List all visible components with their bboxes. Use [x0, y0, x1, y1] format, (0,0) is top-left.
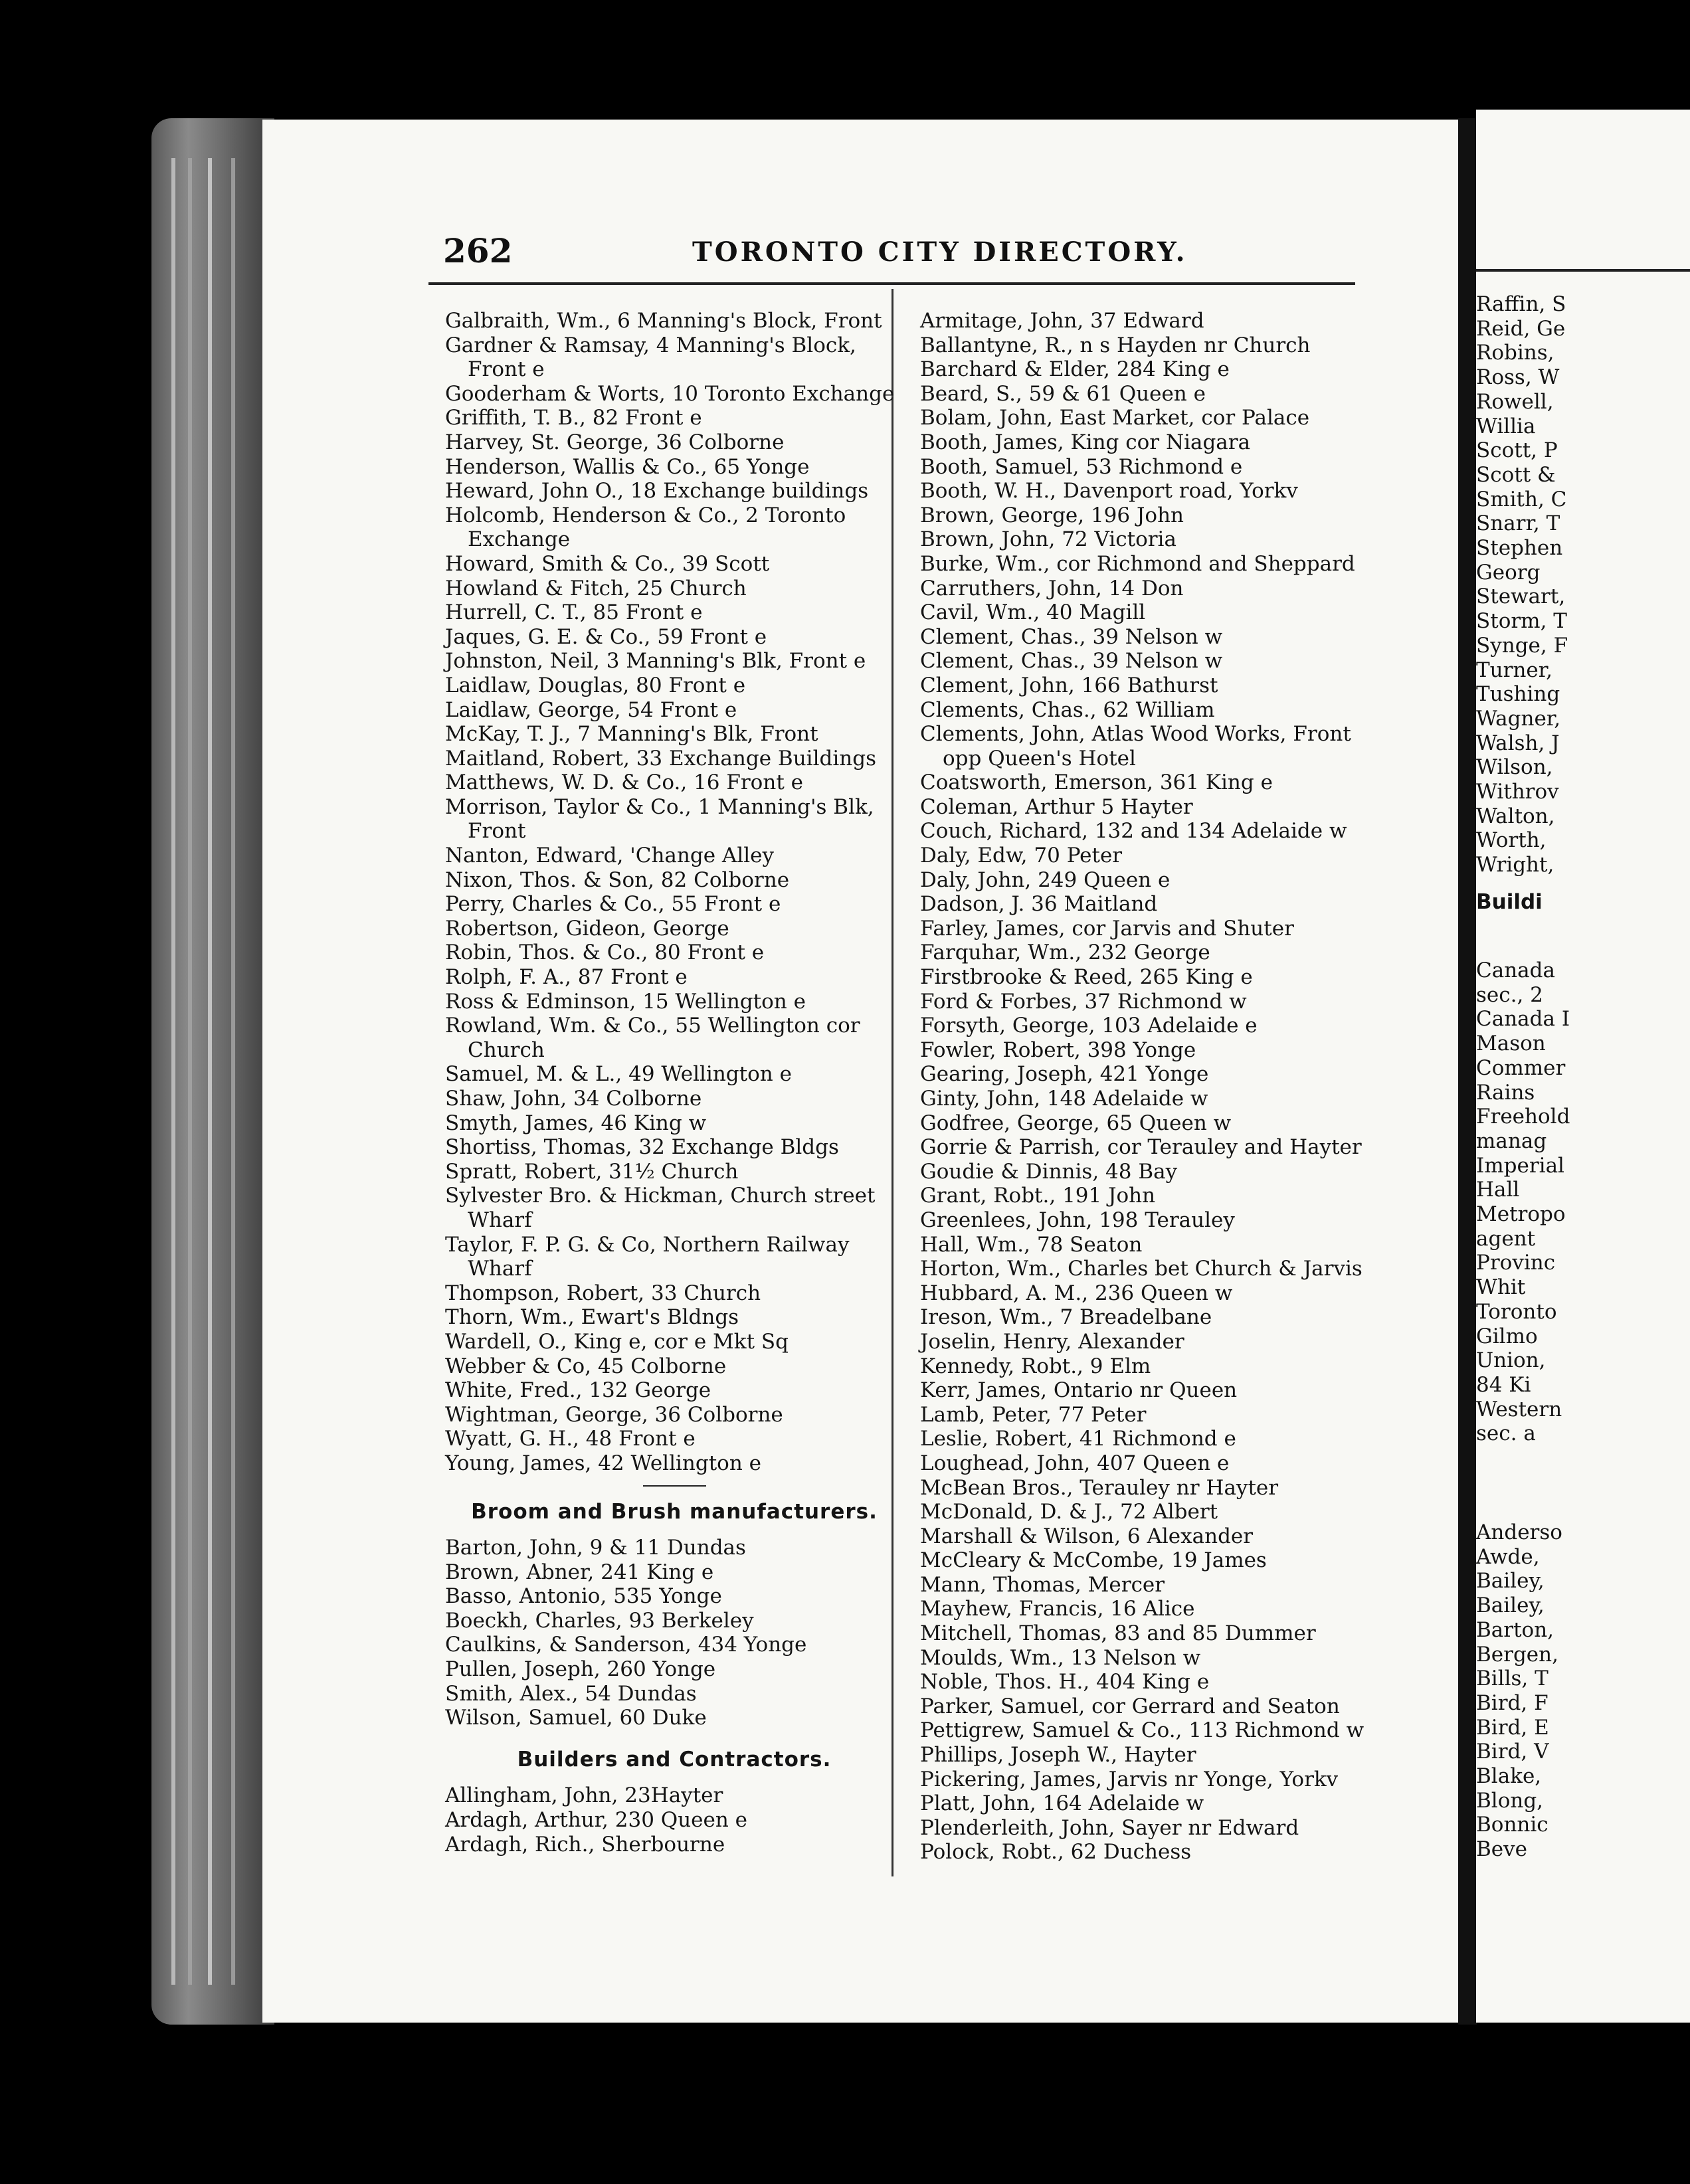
directory-entry: Pettigrew, Samuel & Co., 113 Richmond w: [920, 1718, 1364, 1743]
directory-entry: Anderso: [1476, 1520, 1562, 1544]
directory-entry: Snarr, T: [1476, 511, 1560, 536]
directory-entry: Wilson, Samuel, 60 Duke: [445, 1706, 707, 1730]
directory-entry: manag: [1476, 1129, 1547, 1153]
directory-entry: Booth, Samuel, 53 Richmond e: [920, 454, 1243, 479]
directory-entry: Bergen,: [1476, 1642, 1558, 1667]
directory-entry: Brown, Abner, 241 King e: [445, 1560, 714, 1584]
directory-entry: Whit: [1476, 1275, 1526, 1300]
directory-entry: Commer: [1476, 1055, 1566, 1080]
directory-entry: Wilson,: [1476, 755, 1553, 780]
directory-entry: Bills, T: [1476, 1667, 1549, 1691]
directory-entry: Cavil, Wm., 40 Magill: [920, 600, 1146, 625]
directory-entry: Awde,: [1476, 1544, 1540, 1569]
directory-entry: Blake,: [1476, 1764, 1542, 1789]
directory-entry: Daly, Edw, 70 Peter: [920, 844, 1123, 868]
directory-entry: Fowler, Robert, 398 Yonge: [920, 1038, 1196, 1062]
directory-entry: Godfree, George, 65 Queen w: [920, 1111, 1232, 1135]
directory-entry: Ross, W: [1476, 365, 1560, 390]
directory-entry: Worth,: [1476, 828, 1547, 853]
directory-entry: Western: [1476, 1397, 1562, 1421]
directory-entry: Polock, Robt., 62 Duchess: [920, 1840, 1192, 1865]
directory-entry: Union,: [1476, 1348, 1546, 1373]
directory-entry: Spratt, Robert, 31½ Church: [445, 1159, 739, 1184]
directory-entry: Mann, Thomas, Mercer: [920, 1572, 1165, 1597]
directory-entry: Carruthers, John, 14 Don: [920, 576, 1184, 600]
directory-entry: Griffith, T. B., 82 Front e: [445, 406, 702, 430]
directory-entry: McCleary & McCombe, 19 James: [920, 1548, 1267, 1573]
directory-entry: Canada: [1476, 958, 1555, 982]
directory-entry: Ford & Forbes, 37 Richmond w: [920, 989, 1247, 1014]
directory-entry: Plenderleith, John, Sayer nr Edward: [920, 1815, 1299, 1840]
directory-entry: Freehold: [1476, 1105, 1570, 1129]
directory-entry: Shaw, John, 34 Colborne: [445, 1087, 702, 1111]
directory-entry: Samuel, M. & L., 49 Wellington e: [445, 1062, 792, 1087]
section-rule: [643, 1485, 706, 1487]
directory-entry: Laidlaw, Douglas, 80 Front e: [445, 673, 746, 697]
directory-entry: Rains: [1476, 1080, 1535, 1105]
directory-entry: Walton,: [1476, 804, 1555, 828]
directory-entry: Parker, Samuel, cor Gerrard and Seaton: [920, 1694, 1340, 1718]
directory-entry: Smyth, James, 46 King w: [445, 1111, 707, 1135]
directory-entry: Gearing, Joseph, 421 Yonge: [920, 1062, 1209, 1087]
directory-entry: Perry, Charles & Co., 55 Front e: [445, 892, 781, 917]
builders-heading: Builders and Contractors.: [517, 1747, 832, 1772]
directory-entry: Burke, Wm., cor Richmond and Sheppard: [920, 551, 1355, 576]
directory-entry: Ardagh, Rich., Sherbourne: [445, 1832, 725, 1857]
directory-entry: Clements, Chas., 62 William: [920, 697, 1215, 722]
directory-entry: White, Fred., 132 George: [445, 1378, 711, 1403]
broom-entries: [445, 1536, 903, 1730]
directory-entry: Farquhar, Wm., 232 George: [920, 941, 1210, 965]
directory-entry: Kennedy, Robt., 9 Elm: [920, 1354, 1151, 1378]
directory-entry: Laidlaw, George, 54 Front e: [445, 697, 737, 722]
directory-entry: Firstbrooke & Reed, 265 King e: [920, 965, 1253, 990]
middle-column: [920, 309, 1378, 1865]
directory-entry: Loughead, John, 407 Queen e: [920, 1451, 1230, 1475]
directory-entry: Ballantyne, R., n s Hayden nr Church: [920, 333, 1311, 357]
directory-entry: Caulkins, & Sanderson, 434 Yonge: [445, 1633, 807, 1657]
directory-entry: Hall, Wm., 78 Seaton: [920, 1232, 1143, 1257]
directory-entry: Jaques, G. E. & Co., 59 Front e: [445, 624, 767, 649]
directory-entry: Bird, E: [1476, 1715, 1549, 1740]
directory-entry: Clement, Chas., 39 Nelson w: [920, 624, 1223, 649]
directory-entry: Wightman, George, 36 Colborne: [445, 1402, 783, 1427]
directory-entry: sec. a: [1476, 1421, 1536, 1446]
directory-entry: Walsh, J: [1476, 731, 1560, 755]
directory-entry: Mason: [1476, 1032, 1546, 1056]
directory-entry: Gorrie & Parrish, cor Terauley and Hayter: [920, 1135, 1362, 1160]
directory-entry: sec., 2: [1476, 982, 1543, 1007]
directory-entry: Clement, Chas., 39 Nelson w: [920, 649, 1223, 674]
directory-entry: Toronto: [1476, 1299, 1557, 1324]
directory-entry: Couch, Richard, 132 and 134 Adelaide w: [920, 819, 1347, 844]
directory-entry: Wright,: [1476, 853, 1554, 877]
directory-entry: Mitchell, Thomas, 83 and 85 Dummer: [920, 1621, 1316, 1646]
directory-entry: Holcomb, Henderson & Co., 2 Toronto Exchange: [445, 503, 846, 552]
right-mid-entries: [1476, 958, 1690, 1446]
directory-entry: Bailey,: [1476, 1593, 1545, 1618]
directory-entry: Synge, F: [1476, 633, 1568, 658]
directory-entry: Daly, John, 249 Queen e: [920, 867, 1171, 892]
directory-entry: Provinc: [1476, 1251, 1556, 1275]
directory-entry: Wyatt, G. H., 48 Front e: [445, 1427, 696, 1451]
directory-entry: Beard, S., 59 & 61 Queen e: [920, 381, 1206, 406]
directory-entry: Coleman, Arthur 5 Hayter: [920, 794, 1193, 819]
directory-entry: 84 Ki: [1476, 1372, 1531, 1397]
directory-entry: Storm, T: [1476, 609, 1567, 634]
directory-entry: Basso, Antonio, 535 Yonge: [445, 1584, 722, 1609]
directory-entry: Lamb, Peter, 77 Peter: [920, 1402, 1147, 1427]
book-gutter: [1458, 118, 1477, 2025]
directory-entry: Barton, John, 9 & 11 Dundas: [445, 1536, 746, 1560]
directory-entry: Armitage, John, 37 Edward: [920, 309, 1204, 333]
directory-entry: Rowland, Wm. & Co., 55 Wellington cor Church: [445, 1014, 860, 1062]
directory-entry: McDonald, D. & J., 72 Albert: [920, 1500, 1218, 1524]
page-header: [443, 231, 1629, 271]
directory-entry: Blong,: [1476, 1788, 1544, 1813]
directory-entry: Grant, Robt., 191 John: [920, 1184, 1156, 1208]
directory-entry: Johnston, Neil, 3 Manning's Blk, Front e: [445, 649, 866, 674]
directory-entry: McBean Bros., Terauley nr Hayter: [920, 1475, 1279, 1500]
directory-entry: Pullen, Joseph, 260 Yonge: [445, 1657, 716, 1682]
directory-entry: Taylor, F. P. G. & Co, Northern Railway Wharf: [445, 1232, 850, 1281]
header-rule: [428, 282, 1355, 285]
right-page: [1476, 110, 1690, 2023]
right-bottom-entries: [1476, 1520, 1690, 1862]
directory-entry: Ross & Edminson, 15 Wellington e: [445, 989, 806, 1014]
directory-entry: Brown, John, 72 Victoria: [920, 527, 1176, 552]
directory-entry: Nanton, Edward, 'Change Alley: [445, 844, 775, 868]
directory-entry: Platt, John, 164 Adelaide w: [920, 1791, 1204, 1816]
directory-entry: Marshall & Wilson, 6 Alexander: [920, 1524, 1254, 1548]
right-heading: Buildi: [1476, 890, 1543, 914]
directory-entry: Henderson, Wallis & Co., 65 Yonge: [445, 454, 810, 479]
builders-entries: [445, 1783, 903, 1857]
directory-entry: Clement, John, 166 Bathurst: [920, 673, 1218, 697]
directory-entry: Wardell, O., King e, cor e Mkt Sq: [445, 1329, 789, 1354]
directory-entry: Howard, Smith & Co., 39 Scott: [445, 551, 770, 576]
directory-entry: Rowell,: [1476, 389, 1554, 414]
directory-entry: Booth, James, King cor Niagara: [920, 430, 1251, 454]
directory-entry: Kerr, James, Ontario nr Queen: [920, 1378, 1238, 1403]
directory-entry: Young, James, 42 Wellington e: [445, 1451, 762, 1475]
directory-entry: Stewart,: [1476, 585, 1566, 609]
directory-entry: Greenlees, John, 198 Terauley: [920, 1208, 1235, 1232]
directory-entry: Joselin, Henry, Alexander: [920, 1329, 1184, 1354]
directory-entry: Shortiss, Thomas, 32 Exchange Bldgs: [445, 1135, 839, 1160]
directory-entry: Mayhew, Francis, 16 Alice: [920, 1597, 1195, 1621]
directory-entry: Webber & Co, 45 Colborne: [445, 1354, 727, 1378]
directory-entry: Withrov: [1476, 780, 1559, 804]
directory-entry: Scott, P: [1476, 438, 1558, 463]
directory-entry: Metropo: [1476, 1202, 1566, 1227]
directory-entry: Maitland, Robert, 33 Exchange Buildings: [445, 746, 876, 771]
directory-entry: Horton, Wm., Charles bet Church & Jarvis: [920, 1257, 1362, 1281]
directory-entry: Beve: [1476, 1837, 1527, 1862]
directory-entry: Ardagh, Arthur, 230 Queen e: [445, 1808, 748, 1833]
right-top-entries: [1476, 292, 1690, 877]
directory-entry: Leslie, Robert, 41 Richmond e: [920, 1427, 1236, 1451]
directory-entry: Rolph, F. A., 87 Front e: [445, 965, 688, 990]
directory-entry: Hubbard, A. M., 236 Queen w: [920, 1281, 1233, 1305]
page-title: TORONTO CITY DIRECTORY.: [692, 236, 1188, 268]
directory-entry: Scott &: [1476, 462, 1556, 487]
directory-entry: Bailey,: [1476, 1569, 1545, 1593]
directory-entry: Bolam, John, East Market, cor Palace: [920, 406, 1310, 430]
directory-entry: Matthews, W. D. & Co., 16 Front e: [445, 771, 803, 795]
directory-entry: Willia: [1476, 414, 1536, 438]
directory-entry: Phillips, Joseph W., Hayter: [920, 1743, 1196, 1768]
directory-entry: Bird, F: [1476, 1690, 1549, 1715]
directory-entry: Harvey, St. George, 36 Colborne: [445, 430, 785, 454]
directory-entry: Tushing: [1476, 682, 1560, 707]
directory-entry: Noble, Thos. H., 404 King e: [920, 1670, 1210, 1694]
broom-heading: Broom and Brush manufacturers.: [471, 1499, 878, 1524]
middle-entries: [920, 309, 1378, 1865]
directory-entry: Farley, James, cor Jarvis and Shuter: [920, 916, 1294, 941]
directory-entry: Thorn, Wm., Ewart's Bldngs: [445, 1305, 739, 1330]
directory-entry: Barton,: [1476, 1617, 1554, 1642]
directory-entry: Imperial: [1476, 1153, 1564, 1178]
directory-entry: Goudie & Dinnis, 48 Bay: [920, 1159, 1178, 1184]
directory-entry: Clements, John, Atlas Wood Works, Front opp Queen's Hotel: [920, 722, 1351, 771]
right-header-rule: [1476, 269, 1690, 272]
directory-entry: Smith, C: [1476, 487, 1567, 511]
directory-entry: Moulds, Wm., 13 Nelson w: [920, 1645, 1201, 1670]
directory-entry: Gooderham & Worts, 10 Toronto Exchange: [445, 381, 895, 406]
page-number: 262: [443, 231, 513, 270]
directory-entry: Galbraith, Wm., 6 Manning's Block, Front: [445, 309, 882, 333]
directory-entry: Howland & Fitch, 25 Church: [445, 576, 747, 600]
directory-entry: Allingham, John, 23Hayter: [445, 1783, 723, 1808]
directory-entry: agent: [1476, 1226, 1536, 1251]
directory-entry: Bird, V: [1476, 1740, 1549, 1764]
directory-entry: Forsyth, George, 103 Adelaide e: [920, 1014, 1258, 1038]
directory-entry: Boeckh, Charles, 93 Berkeley: [445, 1608, 754, 1633]
directory-entry: Booth, W. H., Davenport road, Yorkv: [920, 479, 1298, 503]
directory-entry: Smith, Alex., 54 Dundas: [445, 1681, 697, 1706]
directory-entry: Ireson, Wm., 7 Breadelbane: [920, 1305, 1212, 1330]
directory-entry: Robin, Thos. & Co., 80 Front e: [445, 941, 765, 965]
directory-entry: Hurrell, C. T., 85 Front e: [445, 600, 703, 625]
directory-entry: Gardner & Ramsay, 4 Manning's Block, Front e: [445, 333, 856, 382]
directory-entry: McKay, T. J., 7 Manning's Blk, Front: [445, 722, 818, 747]
directory-entry: Canada I: [1476, 1007, 1570, 1032]
left-column: [445, 309, 903, 1857]
directory-entry: Brown, George, 196 John: [920, 503, 1184, 527]
directory-entry: Turner,: [1476, 658, 1553, 682]
directory-entry: Robins,: [1476, 341, 1554, 365]
directory-entry: Nixon, Thos. & Son, 82 Colborne: [445, 867, 790, 892]
directory-entry: Hall: [1476, 1178, 1520, 1202]
directory-entry: Georg: [1476, 560, 1541, 585]
directory-entry: Dadson, J. 36 Maitland: [920, 892, 1158, 917]
directory-entry: Reid, Ge: [1476, 316, 1566, 341]
directory-entry: Gilmo: [1476, 1324, 1538, 1348]
left-entries: [445, 309, 903, 1476]
directory-entry: Ginty, John, 148 Adelaide w: [920, 1087, 1208, 1111]
directory-entry: Coatsworth, Emerson, 361 King e: [920, 771, 1273, 795]
directory-entry: Raffin, S: [1476, 292, 1566, 316]
directory-entry: Wagner,: [1476, 706, 1561, 731]
directory-entry: Thompson, Robert, 33 Church: [445, 1281, 761, 1305]
directory-entry: Robertson, Gideon, George: [445, 916, 729, 941]
directory-entry: Stephen: [1476, 536, 1563, 561]
directory-entry: Sylvester Bro. & Hickman, Church street Wharf: [445, 1184, 876, 1232]
directory-entry: Heward, John O., 18 Exchange buildings: [445, 479, 869, 503]
directory-entry: Pickering, James, Jarvis nr Yonge, Yorkv: [920, 1767, 1339, 1791]
directory-entry: Bonnic: [1476, 1813, 1549, 1837]
book-edge: [151, 118, 274, 2025]
directory-entry: Morrison, Taylor & Co., 1 Manning's Blk, Front: [445, 794, 874, 844]
directory-entry: Barchard & Elder, 284 King e: [920, 357, 1230, 382]
